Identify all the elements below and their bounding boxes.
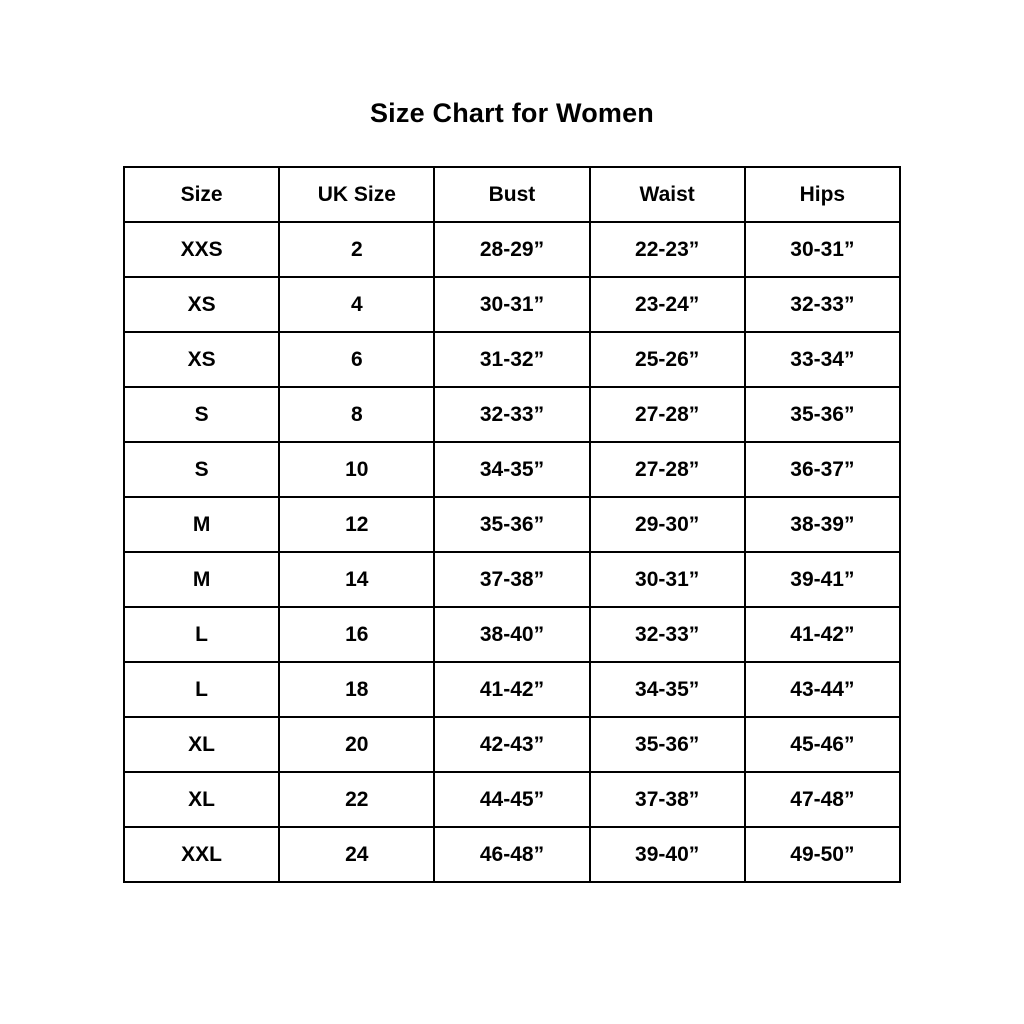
table-cell: 6 [279, 332, 434, 387]
table-cell: 32-33” [434, 387, 589, 442]
table-row [124, 497, 900, 552]
table-cell: L [124, 662, 279, 717]
table-cell: 25-26” [590, 332, 745, 387]
page-title: Size Chart for Women [369, 98, 655, 128]
table-cell: XS [124, 277, 279, 332]
table-body [124, 222, 900, 882]
table-cell: 36-37” [745, 442, 900, 497]
table-cell: 43-44” [745, 662, 900, 717]
table-cell: 47-48” [745, 772, 900, 827]
table-row [124, 277, 900, 332]
table-cell: 8 [279, 387, 434, 442]
table-cell: 42-43” [434, 717, 589, 772]
table-cell: 30-31” [590, 552, 745, 607]
table-row [124, 442, 900, 497]
table-cell: 28-29” [434, 222, 589, 277]
table-cell: 35-36” [590, 717, 745, 772]
table-cell: 24 [279, 827, 434, 882]
table-cell: 34-35” [434, 442, 589, 497]
table-row [124, 387, 900, 442]
table-row [124, 662, 900, 717]
table-cell: XXL [124, 827, 279, 882]
table-cell: 23-24” [590, 277, 745, 332]
table-cell: XL [124, 717, 279, 772]
table-cell: M [124, 552, 279, 607]
table-cell: 4 [279, 277, 434, 332]
table-cell: 31-32” [434, 332, 589, 387]
table-row [124, 332, 900, 387]
table-cell: 39-40” [590, 827, 745, 882]
table-cell: M [124, 497, 279, 552]
table-cell: 22-23” [590, 222, 745, 277]
table-cell: 27-28” [590, 442, 745, 497]
table-row [124, 222, 900, 277]
table-cell: XS [124, 332, 279, 387]
table-cell: 27-28” [590, 387, 745, 442]
column-header-bust: Bust [434, 167, 589, 222]
table-cell: S [124, 387, 279, 442]
table-cell: XL [124, 772, 279, 827]
column-header-size: Size [124, 167, 279, 222]
table-header [124, 167, 900, 222]
table-cell: 44-45” [434, 772, 589, 827]
table-cell: 39-41” [745, 552, 900, 607]
table-cell: XXS [124, 222, 279, 277]
table-cell: 35-36” [745, 387, 900, 442]
table-cell: 10 [279, 442, 434, 497]
table-row [124, 827, 900, 882]
column-header-uk-size: UK Size [279, 167, 434, 222]
table-cell: 33-34” [745, 332, 900, 387]
table-cell: S [124, 442, 279, 497]
table-cell: 30-31” [745, 222, 900, 277]
table-row [124, 607, 900, 662]
table-cell: 49-50” [745, 827, 900, 882]
table-cell: 22 [279, 772, 434, 827]
table-cell: 14 [279, 552, 434, 607]
table-cell: 35-36” [434, 497, 589, 552]
table-cell: 32-33” [745, 277, 900, 332]
table-cell: 12 [279, 497, 434, 552]
table-cell: 41-42” [745, 607, 900, 662]
column-header-hips: Hips [745, 167, 900, 222]
table-cell: 30-31” [434, 277, 589, 332]
table-cell: L [124, 607, 279, 662]
table-cell: 34-35” [590, 662, 745, 717]
table-cell: 38-40” [434, 607, 589, 662]
table-cell: 37-38” [590, 772, 745, 827]
table-header-row [124, 167, 900, 222]
table-cell: 2 [279, 222, 434, 277]
table-cell: 16 [279, 607, 434, 662]
table-cell: 29-30” [590, 497, 745, 552]
table-cell: 37-38” [434, 552, 589, 607]
table-cell: 38-39” [745, 497, 900, 552]
table-row [124, 552, 900, 607]
table-row [124, 772, 900, 827]
table-cell: 41-42” [434, 662, 589, 717]
size-chart-table [123, 166, 901, 883]
table-cell: 46-48” [434, 827, 589, 882]
table-cell: 18 [279, 662, 434, 717]
table-cell: 32-33” [590, 607, 745, 662]
table-cell: 20 [279, 717, 434, 772]
table-cell: 45-46” [745, 717, 900, 772]
column-header-waist: Waist [590, 167, 745, 222]
table-row [124, 717, 900, 772]
